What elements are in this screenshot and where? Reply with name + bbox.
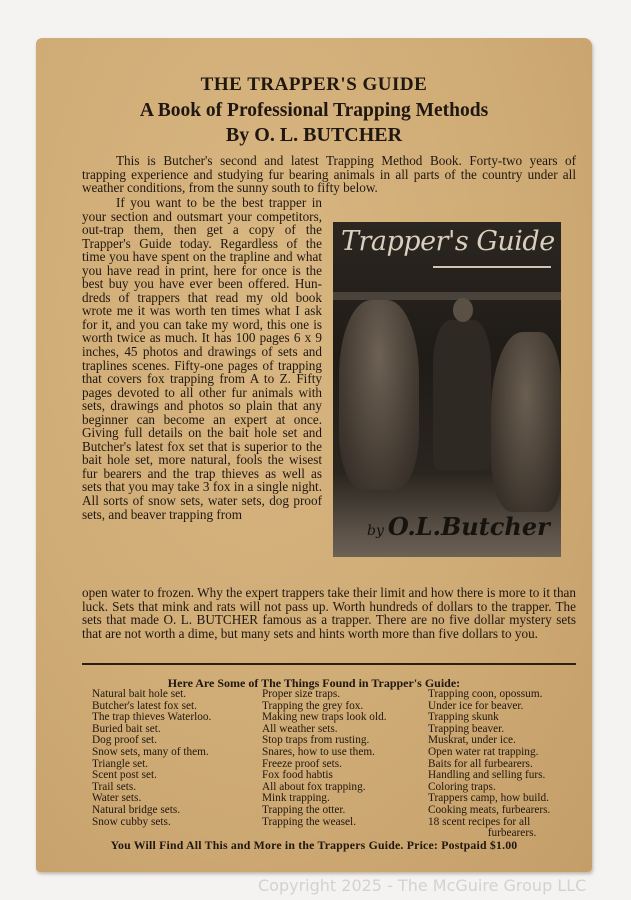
body-wide-text: open water to frozen. Why the expert trappers take their limit and how there is more to it than luck. Sets that mink and rats will not pass up. Worth hundreds of dollars to the trapper. The sets that made O. L. BUTCHER famous as a trapper. There are no five dollar mystery sets that are not worth a dime, but many sets and hints worth more than five dollars to you. — [82, 585, 576, 641]
photo-fur-pelt-left — [339, 300, 419, 490]
author-byline: By O. L. BUTCHER — [225, 124, 403, 146]
list-item: Trapping the grey fox. — [262, 699, 364, 712]
list-item: Cooking meats, furbearers. — [428, 803, 551, 816]
contents-column-2 — [262, 689, 387, 828]
document-page — [36, 38, 592, 872]
photo-beam — [333, 292, 561, 300]
list-item: Snow cubby sets. — [92, 815, 171, 828]
list-item: Freeze proof sets. — [262, 757, 342, 770]
list-item: Trapping the weasel. — [262, 815, 357, 828]
list-item: All weather sets. — [262, 722, 338, 735]
contents-heading: Here Are Some of The Things Found in Trapper's Guide: — [167, 676, 461, 690]
list-item: Dog proof set. — [92, 734, 157, 747]
list-item: Butcher's latest fox set. — [92, 699, 197, 712]
body-column-text: If you want to be the best trapper in your section and outsmart your competitors, out-trap them, then get a copy of the Trapper's Guide today. Regardless of the time you have spent on the trapline and what you have read in print, here for once is the best buy you have ever been offered. Hundreds of trappers that read my old book wrote me it was worth ten times what I ask for it, and you can take my word, this one is worth twice as much. It has 100 pages 6 x 9 inches, 45 photos and drawings of sets and traplines scenes. Fifty-one pages of trapping that covers fox trapping from A to Z. Fifty pages devoted to all other fur animals with sets, drawings and photos so plain that any beginner can become an expert at once. Giving full details on the bait hole set and Butcher's latest fox set that is superior to the bait hole set, more natural, fools the wisest fur bearers and the trap thieves as well as sets that you may take 3 fox in a single night. All sorts of snow sets, water sets, dog proof sets, and beaver trapping from — [82, 195, 322, 522]
list-item: Open water rat trapping. — [428, 745, 539, 758]
list-item: furbearers. — [487, 827, 537, 840]
list-item: Proper size traps. — [262, 688, 341, 700]
list-item: Scent post set. — [92, 769, 157, 782]
list-item: Buried bait set. — [92, 722, 161, 735]
list-item: Trapping beaver. — [428, 722, 505, 735]
list-item: Trail sets. — [92, 780, 137, 793]
cover-by-label: by — [367, 523, 384, 539]
cover-photo-title: Trapper's Guide — [341, 226, 555, 257]
list-item: All about fox trapping. — [262, 780, 366, 793]
list-item: Trapping skunk — [428, 711, 499, 724]
list-item: Trappers camp, how build. — [428, 792, 550, 805]
photo-trapper-head — [453, 298, 473, 322]
cover-author-signature: O.L.Butcher — [387, 512, 550, 541]
page-title: THE TRAPPER'S GUIDE — [200, 74, 428, 95]
cover-photo — [333, 222, 561, 557]
list-item: Trapping coon, opossum. — [428, 688, 543, 700]
section-divider — [82, 663, 576, 665]
list-item: Natural bait hole set. — [92, 688, 187, 700]
cover-title-underline — [433, 266, 551, 268]
list-item: Coloring traps. — [428, 780, 496, 793]
contents-column-1 — [92, 689, 211, 828]
list-item: Snares, how to use them. — [262, 745, 375, 758]
list-item: Water sets. — [92, 792, 142, 805]
list-item: Under ice for beaver. — [428, 699, 524, 712]
price-footer: You Will Find All This and More in the Trappers Guide. Price: Postpaid $1.00 — [110, 838, 518, 852]
list-item: Mink trapping. — [262, 792, 330, 805]
copyright-watermark: Copyright 2025 - The McGuire Group LLC — [258, 876, 587, 895]
list-item: Making new traps look old. — [262, 711, 387, 724]
list-item: Snow sets, many of them. — [92, 745, 209, 758]
list-item: Fox food habtis — [262, 769, 333, 782]
list-item: Trapping the otter. — [262, 803, 346, 816]
list-item: Natural bridge sets. — [92, 803, 181, 816]
page-subtitle: A Book of Professional Trapping Methods — [139, 100, 489, 121]
photo-fur-pelt-right — [491, 332, 561, 512]
list-item: Muskrat, under ice. — [428, 734, 516, 747]
contents-column-3 — [428, 689, 596, 840]
cover-signature — [367, 512, 550, 541]
intro-paragraph: This is Butcher's second and latest Trapping Method Book. Forty-two years of trapping experience and studying fur bearing animals in all parts of the country under all weather conditions, from the sunny south to fifty below. — [82, 153, 576, 196]
list-item: Stop traps from rusting. — [262, 734, 370, 747]
list-item: Baits for all furbearers. — [428, 757, 533, 770]
photo-trapper-figure — [433, 320, 491, 470]
list-item: The trap thieves Waterloo. — [92, 711, 212, 724]
list-item: Triangle set. — [92, 757, 149, 770]
list-item: Handling and selling furs. — [428, 769, 546, 782]
list-item: 18 scent recipes for all — [428, 815, 531, 828]
